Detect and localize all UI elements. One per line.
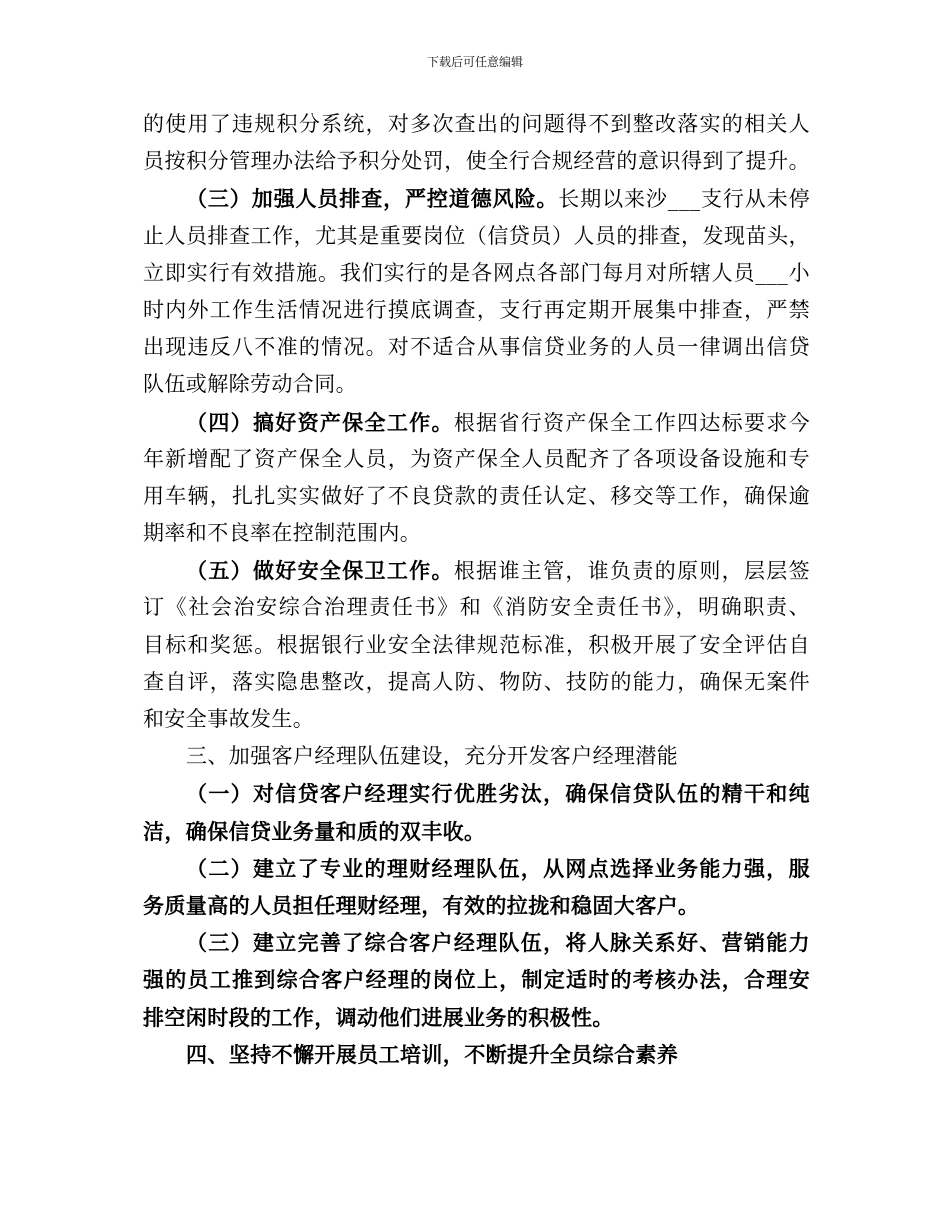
text-line	[143, 180, 810, 217]
paragraph-heading: （五）做好安全保卫工作。	[186, 558, 454, 584]
text-line: 止人员排查工作，尤其是重要岗位（信贷员）人员的排查，发现苗头，	[143, 223, 810, 248]
paragraph	[143, 850, 810, 924]
text-line: 四、坚持不懈开展员工培训，不断提升全员综合素养	[186, 1041, 679, 1067]
section-heading	[143, 1036, 810, 1073]
text-line: 排空闲时段的工作，调动他们进展业务的积极性。	[143, 1004, 614, 1030]
document-body	[143, 106, 810, 1073]
text-line: 时内外工作生活情况进行摸底调查，支行再定期开展集中排查，严禁	[143, 297, 810, 322]
text-line: 目标和奖惩。根据银行业安全法律规范标准，积极开展了安全评估自	[143, 632, 810, 657]
text-span: 根据省行资产保全工作四达标要求今	[453, 410, 810, 435]
text-line: 三、加强客户经理队伍建设，充分开发客户经理潜能	[186, 744, 679, 769]
paragraph-heading: （三）加强人员排查，严控道德风险。	[186, 186, 559, 212]
text-line: 和安全事故发生。	[143, 707, 315, 731]
text-line: （一）对信贷客户经理实行优胜劣汰，确保信贷队伍的精干和纯	[186, 781, 810, 807]
text-line: 出现违反八不准的情况。对不适合从事信贷业务的人员一律调出信贷	[143, 335, 810, 360]
text-line	[143, 404, 810, 441]
text-span: 长期以来沙___支行从未停	[558, 187, 810, 212]
text-line	[143, 552, 810, 589]
text-line: 强的员工推到综合客户经理的岗位上，制定适时的考核办法，合理安	[143, 967, 810, 993]
text-line: 用车辆，扎扎实实做好了不良贷款的责任认定、移交等工作，确保逾	[143, 483, 810, 508]
text-line: （二）建立了专业的理财经理队伍，从网点选择业务能力强，服	[186, 855, 810, 881]
paragraph	[143, 180, 810, 403]
section-heading	[143, 738, 810, 775]
text-line: 员按积分管理办法给予积分处罚，使全行合规经营的意识得到了提升。	[143, 149, 810, 174]
text-span: 根据谁主管，谁负责的原则，层层签	[453, 559, 810, 584]
paragraph	[143, 552, 810, 738]
paragraph	[143, 924, 810, 1036]
text-line: 期率和不良率在控制范围内。	[143, 521, 422, 546]
text-line: （三）建立完善了综合客户经理队伍，将人脉关系好、营销能力	[186, 930, 810, 956]
text-line: 查自评，落实隐患整改，提高人防、物防、技防的能力，确保无案件	[143, 669, 810, 694]
text-line: 的使用了违规积分系统，对多次查出的问题得不到整改落实的相关人	[143, 112, 810, 136]
paragraph	[143, 404, 810, 553]
text-line: 队伍或解除劳动合同。	[143, 372, 357, 397]
page-header-note: 下载后可任意编辑	[426, 55, 523, 69]
text-line: 订《社会治安综合治理责任书》和《消防安全责任书》，明确职责、	[143, 595, 810, 620]
text-line: 年新增配了资产保全人员，为资产保全人员配齐了各项设备设施和专	[143, 446, 810, 471]
text-line: 务质量高的人员担任理财经理，有效的拉拢和稳固大客户。	[143, 892, 700, 918]
text-line: 洁，确保信贷业务量和质的双丰收。	[143, 818, 486, 844]
paragraph	[143, 775, 810, 849]
text-line: 立即实行有效措施。我们实行的是各网点各部门每月对所辖人员___小	[143, 260, 810, 285]
paragraph	[143, 106, 810, 180]
paragraph-heading: （四）搞好资产保全工作。	[186, 409, 454, 435]
